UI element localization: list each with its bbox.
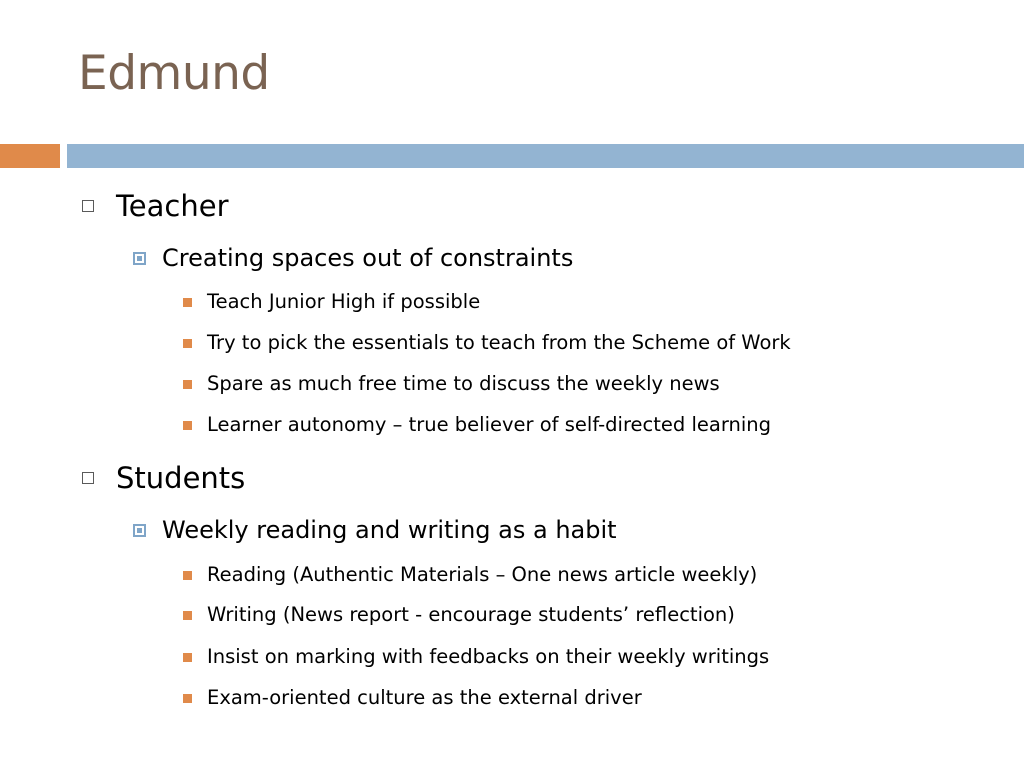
filled-square-bullet-icon (183, 694, 192, 703)
filled-square-bullet-icon (183, 298, 192, 307)
section-heading-text: Students (116, 461, 246, 495)
filled-square-bullet-icon (183, 571, 192, 580)
framed-square-bullet-icon (133, 252, 146, 265)
list-item-text: Reading (Authentic Materials – One news article weekly) (207, 563, 758, 586)
filled-square-bullet-icon (183, 653, 192, 662)
list-item-text: Writing (News report - encourage students’ reflection) (207, 603, 735, 626)
list-item-text: Spare as much free time to discuss the weekly news (207, 372, 720, 395)
list-item-text: Exam-oriented culture as the external driver (207, 686, 642, 709)
subheading-text: Weekly reading and writing as a habit (162, 516, 617, 544)
list-item-text: Teach Junior High if possible (207, 290, 481, 313)
filled-square-bullet-icon (183, 380, 192, 389)
filled-square-bullet-icon (183, 339, 192, 348)
filled-square-bullet-icon (183, 611, 192, 620)
filled-square-bullet-icon (183, 421, 192, 430)
subheading-text: Creating spaces out of constraints (162, 244, 574, 272)
section-heading-text: Teacher (116, 189, 229, 223)
hollow-square-bullet-icon (82, 472, 94, 484)
list-item-text: Learner autonomy – true believer of self-directed learning (207, 413, 772, 436)
list-item-text: Insist on marking with feedbacks on their weekly writings (207, 645, 770, 668)
framed-square-bullet-icon (133, 524, 146, 537)
slide-title: Edmund (78, 46, 270, 101)
hollow-square-bullet-icon (82, 200, 94, 212)
list-item-text: Try to pick the essentials to teach from the Scheme of Work (207, 331, 791, 354)
